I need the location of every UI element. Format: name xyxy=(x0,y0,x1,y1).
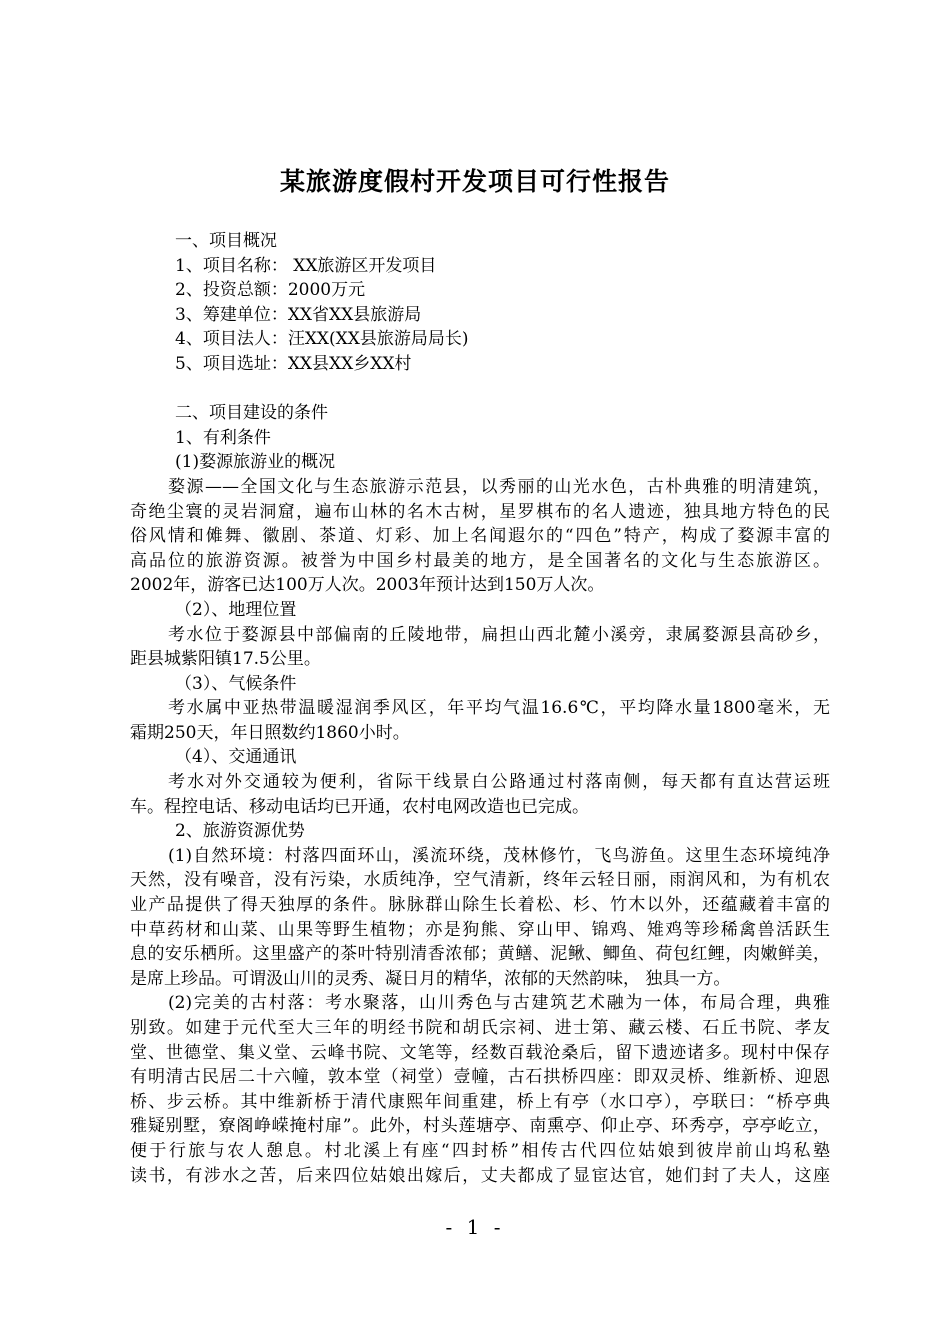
paragraph-line: 读书，有涉水之苦，后来四位姑娘出嫁后，丈夫都成了显宦达官，她们封了夫人，这座 xyxy=(130,1165,830,1186)
paragraph-line: 俗风情和傩舞、徽剧、茶道、灯彩、加上名闻遐尔的“四色”特产，构成了婺源丰富的 xyxy=(130,526,830,547)
paragraph-line: 息的安乐栖所。这里盛产的茶叶特别清香浓郁；黄鳝、泥鳅、鲫鱼、荷包红鲤，肉嫩鲜美， xyxy=(130,944,830,965)
paragraph-title: （3）、气候条件 xyxy=(175,673,297,694)
paragraph-line: 考水属中亚热带温暖湿润季风区，年平均气温16.6℃，平均降水量1800毫米，无 xyxy=(168,698,830,719)
paragraph-line: 是席上珍品。可谓汲山川的灵秀、凝日月的精华，浓郁的天然韵味， 独具一方。 xyxy=(130,968,731,989)
paragraph-title: （2）、地理位置 xyxy=(175,599,297,620)
section-heading: 二、项目建设的条件 xyxy=(175,403,328,424)
overview-item: 5、项目选址：XX县XX乡XX村 xyxy=(175,353,412,374)
section-heading: 一、项目概况 xyxy=(175,231,277,251)
paragraph-title: (1)婺源旅游业的概况 xyxy=(175,452,336,473)
paragraph-line: 桥、步云桥。其中维新桥于清代康熙年间重建，桥上有亭（水口亭），亭联曰：“桥亭典 xyxy=(130,1091,830,1112)
paragraph-line: 天然，没有噪音，没有污染，水质纯净，空气清新，终年云轻日丽，雨润风和，为有机农 xyxy=(130,870,830,891)
paragraph-line: 业产品提供了得天独厚的条件。脉脉群山除生长着松、杉、竹木以外，还蕴藏着丰富的 xyxy=(130,895,830,916)
paragraph-line: (2)完美的古村落：考水聚落，山川秀色与古建筑艺术融为一体，布局合理，典雅 xyxy=(168,993,830,1014)
paragraph-line: 雅疑别墅，寮阁峥嵘掩村扉”。此外，村头莲塘亭、南熏亭、仰止亭、环秀亭，亭亭屹立， xyxy=(130,1116,830,1137)
subsection-heading: 2、旅游资源优势 xyxy=(175,821,305,842)
paragraph-line: 奇绝尘寰的灵岩洞窟，遍布山林的名木古树，星罗棋布的名人遗迹，独具地方特色的民 xyxy=(130,501,830,522)
paragraph-line: 堂、世德堂、集义堂、云峰书院、文笔等，经数百载沧桑后，留下遗迹诸多。现村中保存 xyxy=(130,1042,830,1063)
paragraph-line: 考水对外交通较为便利，省际干线景白公路通过村落南侧，每天都有直达营运班 xyxy=(168,772,830,793)
paragraph-line: 中草药材和山菜、山果等野生植物；亦是狗熊、穿山甲、锦鸡、雉鸡等珍稀禽兽活跃生 xyxy=(130,919,830,940)
paragraph-line: 考水位于婺源县中部偏南的丘陵地带，扁担山西北麓小溪旁，隶属婺源县高砂乡， xyxy=(168,624,830,645)
paragraph-line: 别致。如建于元代至大三年的明经书院和胡氏宗祠、进士第、藏云楼、石丘书院、孝友 xyxy=(130,1018,830,1038)
overview-item: 2、投资总额：2000万元 xyxy=(175,280,366,301)
overview-item: 3、筹建单位：XX省XX县旅游局 xyxy=(175,304,422,325)
subsection-heading: 1、有利条件 xyxy=(175,427,271,448)
paragraph-line: 2002年，游客已达100万人次。2003年预计达到150万人次。 xyxy=(130,575,605,596)
paragraph-line: 霜期250天，年日照数约1860小时。 xyxy=(130,722,410,743)
blank-line xyxy=(130,377,830,402)
paragraph-line: 距县城紫阳镇17.5公里。 xyxy=(130,649,321,670)
paragraph-line: 车。程控电话、移动电话均已开通，农村电网改造也已完成。 xyxy=(130,796,589,817)
paragraph-line: 高品位的旅游资源。被誉为中国乡村最美的地方，是全国著名的文化与生态旅游区。 xyxy=(130,550,830,571)
paragraph-line: 婺源——全国文化与生态旅游示范县，以秀丽的山光水色，古朴典雅的明清建筑， xyxy=(168,476,830,497)
page-number: - 1 - xyxy=(445,1215,505,1239)
document-body xyxy=(130,229,830,1188)
document-title: 某旅游度假村开发项目可行性报告 xyxy=(279,167,670,196)
paragraph-line: (1)自然环境：村落四面环山，溪流环绕，茂林修竹，飞鸟游鱼。这里生态环境纯净 xyxy=(168,845,830,866)
paragraph-title: （4）、交通通讯 xyxy=(175,747,297,768)
overview-item: 1、项目名称： XX旅游区开发项目 xyxy=(175,255,437,276)
paragraph-line: 有明清古民居二十六幢，敦本堂（祠堂）壹幢，古石拱桥四座：即双灵桥、维新桥、迎恩 xyxy=(130,1067,830,1088)
paragraph-line: 便于行旅与农人憩息。村北溪上有座“四封桥”相传古代四位姑娘到彼岸前山坞私塾 xyxy=(130,1140,830,1161)
overview-item: 4、项目法人：汪XX(XX县旅游局局长) xyxy=(175,329,469,350)
